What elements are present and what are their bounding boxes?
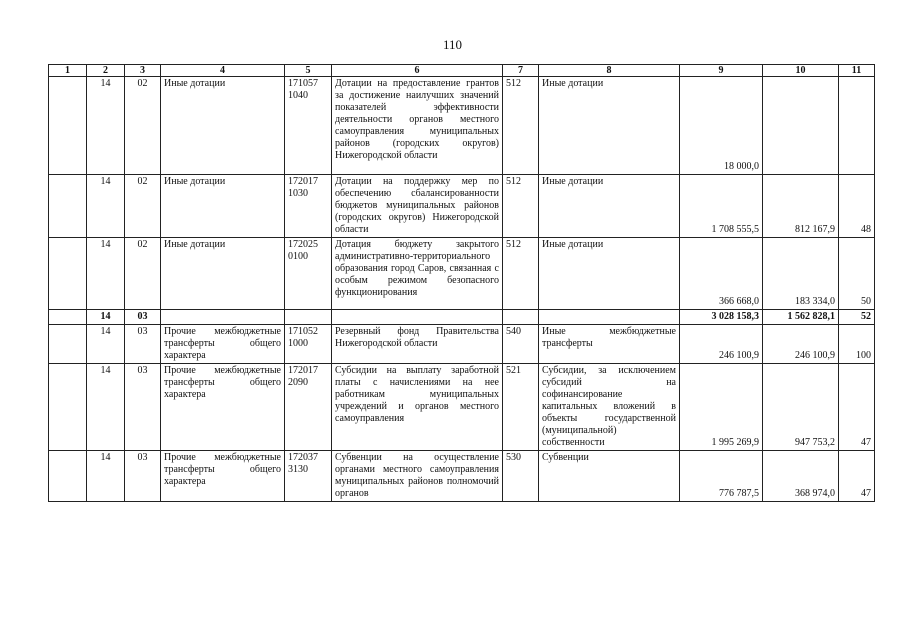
cell-code: 172025 0100 [285, 238, 332, 310]
cell-actual: 812 167,9 [763, 175, 839, 238]
cell-type-name: Иные межбюджетные трансферты [539, 325, 680, 364]
cell-code: 172037 3130 [285, 451, 332, 502]
cell-type-code: 512 [503, 238, 539, 310]
cell-percent: 52 [839, 310, 875, 325]
budget-table [48, 64, 875, 502]
cell-actual: 368 974,0 [763, 451, 839, 502]
cell-plan: 3 028 158,3 [680, 310, 763, 325]
header-cell: 6 [332, 65, 503, 77]
cell-description [332, 310, 503, 325]
cell-col1 [49, 310, 87, 325]
cell-type-code: 530 [503, 451, 539, 502]
cell-actual: 183 334,0 [763, 238, 839, 310]
cell-description: Резервный фонд Правительства Нижегородской области [332, 325, 503, 364]
cell-type-code: 521 [503, 364, 539, 451]
cell-code [285, 310, 332, 325]
header-cell: 5 [285, 65, 332, 77]
cell-name: Прочие межбюджетные трансферты общего характера [161, 325, 285, 364]
cell-subsection: 03 [125, 325, 161, 364]
cell-description: Дотации на предоставление грантов за достижение наилучших значений показателей эффективности деятельности органов местного самоуправления муниципальных районов (городских округов) Нижегородской области [332, 77, 503, 175]
header-cell: 1 [49, 65, 87, 77]
cell-subsection: 02 [125, 175, 161, 238]
cell-section: 14 [87, 175, 125, 238]
cell-type-name: Иные дотации [539, 77, 680, 175]
table-row [49, 451, 875, 502]
cell-percent [839, 77, 875, 175]
cell-type-name: Субвенции [539, 451, 680, 502]
header-cell: 10 [763, 65, 839, 77]
cell-name: Прочие межбюджетные трансферты общего характера [161, 364, 285, 451]
cell-type-name: Иные дотации [539, 238, 680, 310]
cell-col1 [49, 451, 87, 502]
cell-section: 14 [87, 364, 125, 451]
cell-type-name: Иные дотации [539, 175, 680, 238]
cell-type-code: 540 [503, 325, 539, 364]
table-row [49, 77, 875, 175]
cell-actual: 246 100,9 [763, 325, 839, 364]
cell-plan: 776 787,5 [680, 451, 763, 502]
cell-subsection: 02 [125, 77, 161, 175]
cell-col1 [49, 77, 87, 175]
header-cell: 8 [539, 65, 680, 77]
table-row [49, 175, 875, 238]
header-cell: 2 [87, 65, 125, 77]
cell-name: Иные дотации [161, 238, 285, 310]
cell-code: 171052 1000 [285, 325, 332, 364]
cell-plan: 1 708 555,5 [680, 175, 763, 238]
cell-description: Дотации на поддержку мер по обеспечению сбалансированности бюджетов муниципальных районов (городских округов) Нижегородской области [332, 175, 503, 238]
cell-code: 172017 1030 [285, 175, 332, 238]
cell-col1 [49, 364, 87, 451]
cell-subsection: 03 [125, 451, 161, 502]
cell-subsection: 02 [125, 238, 161, 310]
cell-section: 14 [87, 451, 125, 502]
cell-description: Дотация бюджету закрытого административно-территориального образования город Саров, связанная с особым режимом безопасного функционирования [332, 238, 503, 310]
header-row [49, 65, 875, 77]
cell-name [161, 310, 285, 325]
cell-subsection: 03 [125, 364, 161, 451]
table-row [49, 238, 875, 310]
cell-code: 172017 2090 [285, 364, 332, 451]
header-cell: 7 [503, 65, 539, 77]
table-row [49, 364, 875, 451]
cell-name: Иные дотации [161, 77, 285, 175]
cell-name: Прочие межбюджетные трансферты общего характера [161, 451, 285, 502]
cell-actual [763, 77, 839, 175]
cell-type-code [503, 310, 539, 325]
cell-section: 14 [87, 310, 125, 325]
cell-actual: 947 753,2 [763, 364, 839, 451]
cell-plan: 1 995 269,9 [680, 364, 763, 451]
cell-section: 14 [87, 325, 125, 364]
table-row [49, 325, 875, 364]
cell-type-code: 512 [503, 77, 539, 175]
page-number: 110 [442, 37, 463, 52]
cell-plan: 366 668,0 [680, 238, 763, 310]
cell-description: Субвенции на осуществление органами местного самоуправления муниципальных районов полномочий органов [332, 451, 503, 502]
subtotal-row [49, 310, 875, 325]
cell-type-code: 512 [503, 175, 539, 238]
cell-type-name [539, 310, 680, 325]
cell-col1 [49, 175, 87, 238]
cell-plan: 18 000,0 [680, 77, 763, 175]
cell-percent: 100 [839, 325, 875, 364]
header-cell: 9 [680, 65, 763, 77]
cell-section: 14 [87, 77, 125, 175]
header-cell: 4 [161, 65, 285, 77]
cell-description: Субсидии на выплату заработной платы с начислениями на нее работникам муниципальных учреждений и органов местного самоуправления [332, 364, 503, 451]
cell-name: Иные дотации [161, 175, 285, 238]
cell-percent: 47 [839, 364, 875, 451]
cell-section: 14 [87, 238, 125, 310]
header-cell: 11 [839, 65, 875, 77]
cell-percent: 47 [839, 451, 875, 502]
cell-subsection: 03 [125, 310, 161, 325]
cell-actual: 1 562 828,1 [763, 310, 839, 325]
cell-percent: 48 [839, 175, 875, 238]
cell-percent: 50 [839, 238, 875, 310]
cell-col1 [49, 325, 87, 364]
cell-type-name: Субсидии, за исключением субсидий на софинансирование капитальных вложений в объекты государственной (муниципальной) собственности [539, 364, 680, 451]
cell-plan: 246 100,9 [680, 325, 763, 364]
header-cell: 3 [125, 65, 161, 77]
cell-col1 [49, 238, 87, 310]
cell-code: 171057 1040 [285, 77, 332, 175]
